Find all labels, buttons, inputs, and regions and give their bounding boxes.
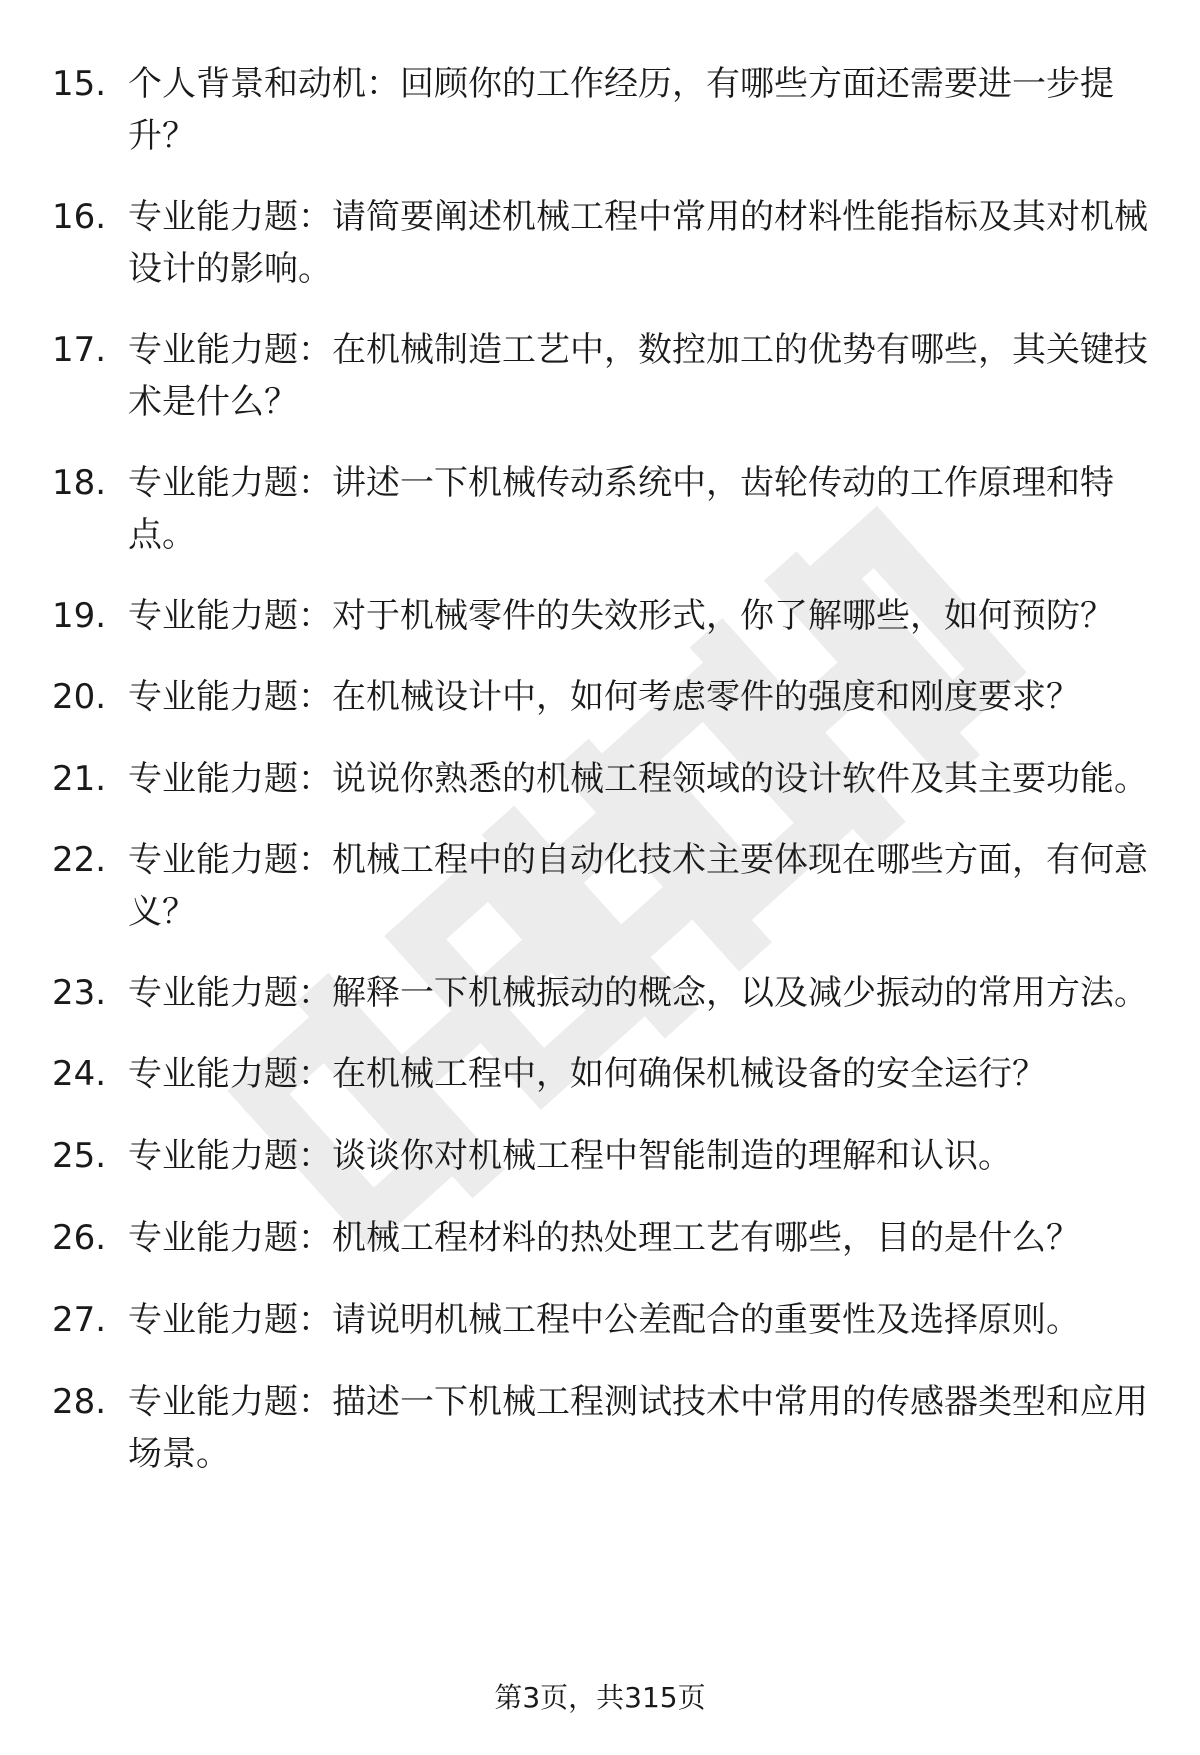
question-item [52, 1376, 1152, 1480]
question-number: 15. [52, 64, 107, 104]
question-item [52, 590, 1152, 642]
question-text: 专业能力题：在机械设计中，如何考虑零件的强度和刚度要求？ [128, 677, 1080, 717]
question-text: 专业能力题：谈谈你对机械工程中智能制造的理解和认识。 [128, 1136, 1012, 1176]
question-item [52, 191, 1152, 295]
question-item [52, 967, 1152, 1019]
question-item [52, 1212, 1152, 1264]
question-list [52, 58, 1152, 1509]
question-text: 专业能力题：讲述一下机械传动系统中，齿轮传动的工作原理和特点。 [128, 463, 1114, 555]
question-item [52, 457, 1152, 561]
question-number: 28. [52, 1382, 107, 1422]
question-number: 23. [52, 973, 107, 1013]
question-number: 19. [52, 596, 107, 636]
question-number: 18. [52, 463, 107, 503]
question-number: 26. [52, 1218, 107, 1258]
question-text: 专业能力题：在机械制造工艺中，数控加工的优势有哪些，其关键技术是什么？ [128, 330, 1148, 422]
question-text: 专业能力题：请简要阐述机械工程中常用的材料性能指标及其对机械设计的影响。 [128, 197, 1148, 289]
question-number: 25. [52, 1136, 107, 1176]
question-text: 专业能力题：解释一下机械振动的概念，以及减少振动的常用方法。 [128, 973, 1148, 1013]
question-number: 22. [52, 840, 107, 880]
question-number: 27. [52, 1300, 107, 1340]
question-number: 20. [52, 677, 107, 717]
question-text: 个人背景和动机：回顾你的工作经历，有哪些方面还需要进一步提升？ [128, 64, 1114, 156]
question-number: 21. [52, 759, 107, 799]
question-text: 专业能力题：在机械工程中，如何确保机械设备的安全运行？ [128, 1054, 1046, 1094]
question-number: 16. [52, 197, 107, 237]
question-text: 专业能力题：机械工程材料的热处理工艺有哪些，目的是什么？ [128, 1218, 1080, 1258]
question-text: 专业能力题：对于机械零件的失效形式，你了解哪些，如何预防？ [128, 596, 1114, 636]
question-text: 专业能力题：描述一下机械工程测试技术中常用的传感器类型和应用场景。 [128, 1382, 1148, 1474]
question-item [52, 1048, 1152, 1100]
question-number: 24. [52, 1054, 107, 1094]
question-text: 专业能力题：请说明机械工程中公差配合的重要性及选择原则。 [128, 1300, 1080, 1340]
question-item [52, 753, 1152, 805]
question-item [52, 1294, 1152, 1346]
question-text: 专业能力题：机械工程中的自动化技术主要体现在哪些方面，有何意义？ [128, 840, 1148, 932]
question-item [52, 58, 1152, 162]
question-item [52, 671, 1152, 723]
question-item [52, 324, 1152, 428]
page-footer: 第3页，共315页 [494, 1681, 706, 1714]
question-item [52, 1130, 1152, 1182]
question-number: 17. [52, 330, 107, 370]
question-item [52, 834, 1152, 938]
question-text: 专业能力题：说说你熟悉的机械工程领域的设计软件及其主要功能。 [128, 759, 1148, 799]
